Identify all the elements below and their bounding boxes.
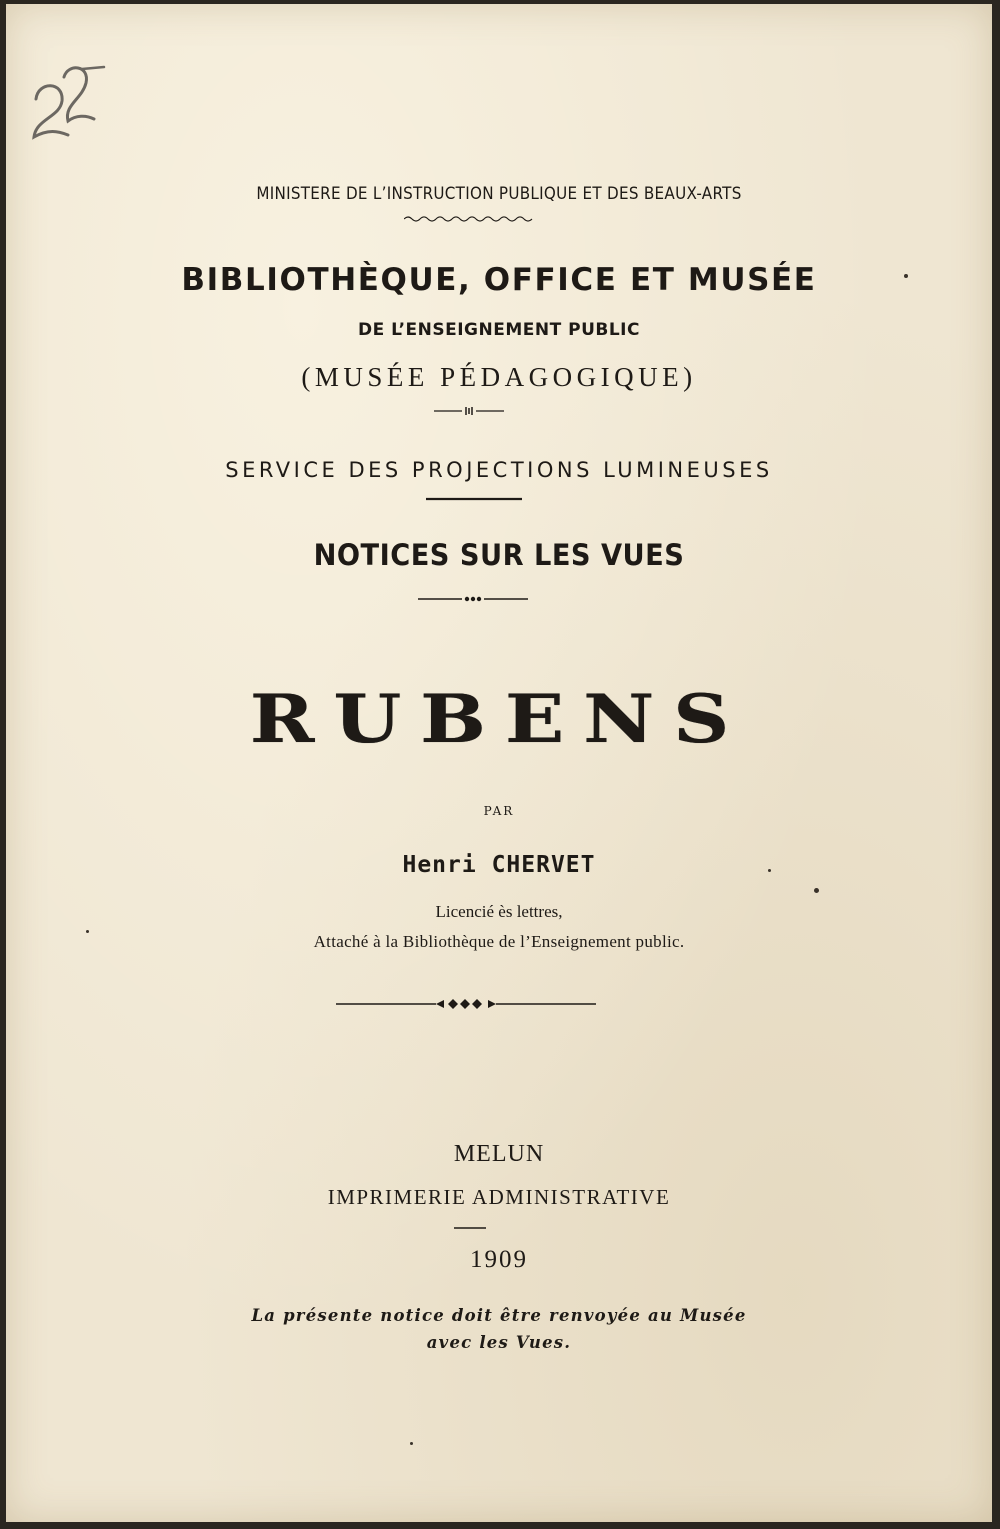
- notices-heading: NOTICES SUR LES VUES: [313, 538, 685, 572]
- paper-speck: [86, 930, 89, 933]
- paper-speck: [814, 888, 819, 893]
- byline-label: PAR: [483, 804, 515, 818]
- diamond-rule-ornament: [336, 998, 596, 1010]
- paper-speck: [768, 869, 771, 872]
- small-rule-ornament: [434, 406, 504, 416]
- wavy-rule-ornament: [404, 214, 534, 224]
- institution-title: BIBLIOTHÈQUE, OFFICE ET MUSÉE: [181, 262, 817, 298]
- document-page: [6, 4, 992, 1522]
- subject-title: RUBENS: [249, 680, 749, 758]
- publisher-city: MELUN: [453, 1141, 545, 1167]
- publication-year: 1909: [470, 1246, 528, 1273]
- paper-speck: [410, 1442, 413, 1445]
- museum-name: (MUSÉE PÉDAGOGIQUE): [301, 362, 697, 392]
- institution-subtitle: DE L’ENSEIGNEMENT PUBLIC: [358, 320, 640, 340]
- paper-speck: [904, 274, 908, 278]
- pencil-annotation-icon: [24, 59, 114, 169]
- author-credential-2: Attaché à la Bibliothèque de l’Enseignement public.: [313, 932, 685, 951]
- author-name: Henri CHERVET: [402, 852, 596, 878]
- return-notice-line-2: avec les Vues.: [426, 1333, 572, 1352]
- year-rule: [454, 1226, 486, 1230]
- dot-rule-ornament: [418, 594, 528, 604]
- return-notice-line-1: La présente notice doit être renvoyée au Musée: [251, 1306, 747, 1325]
- author-credential-1: Licencié ès lettres,: [435, 902, 563, 921]
- ministry-heading: MINISTERE DE L’INSTRUCTION PUBLIQUE ET DES BEAUX-ARTS: [256, 184, 742, 203]
- short-rule: [426, 496, 522, 502]
- service-heading: SERVICE DES PROJECTIONS LUMINEUSES: [225, 458, 773, 482]
- publisher-name: IMPRIMERIE ADMINISTRATIVE: [327, 1185, 671, 1209]
